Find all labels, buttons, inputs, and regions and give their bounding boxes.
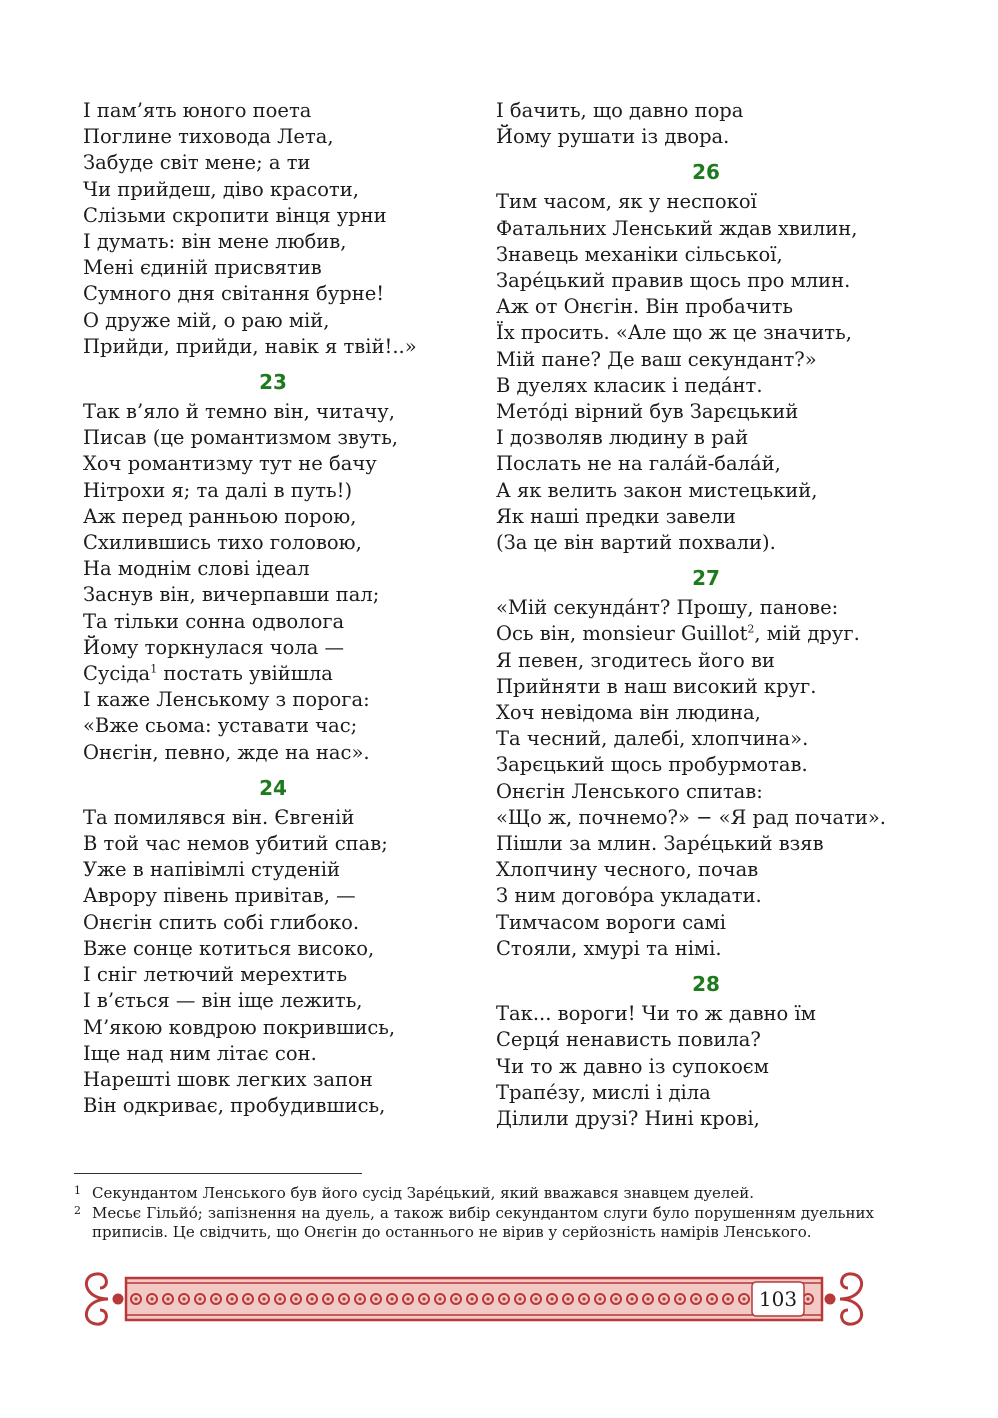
verse-line: Забуде світ мене; а ти bbox=[83, 151, 311, 175]
footnote-text: Секундантом Ленського був його сусід Заре́цький, який вважався знавцем дуелей. bbox=[92, 1184, 755, 1202]
verse-line: Аж перед ранньою порою, bbox=[83, 504, 357, 528]
verse-line: І каже Ленському з порога: bbox=[83, 688, 370, 712]
verse-line: Мій пане? Де ваш секундант?» bbox=[496, 347, 817, 371]
verse-line: Трапе́зу, мислі і діла bbox=[496, 1080, 711, 1104]
verse-line: Їх просить. «Але що ж це значить, bbox=[496, 321, 852, 345]
verse-line: Як наші предки завели bbox=[496, 504, 736, 528]
verse-line: Знавець механіки сільської, bbox=[496, 242, 783, 266]
verse-line: Так в’яло й темно він, читачу, bbox=[83, 400, 395, 424]
footnote-1 bbox=[74, 1184, 874, 1204]
verse-line: Поглине тиховода Лета, bbox=[83, 125, 334, 149]
flower-center bbox=[198, 1297, 201, 1300]
stanza-23 bbox=[83, 364, 463, 766]
flower-center bbox=[614, 1297, 617, 1300]
verse-line: «Вже сьома: уставати час; bbox=[83, 714, 358, 738]
footnote-ref-1[interactable]: 1 bbox=[150, 662, 158, 676]
verse-line: Зарєцький щось пробурмотав. bbox=[496, 753, 808, 777]
verse-line: Стояли, хмурі та німі. bbox=[496, 936, 722, 960]
verse-line: М’якою ковдрою покрившись, bbox=[83, 1015, 396, 1039]
footnote-divider bbox=[74, 1173, 362, 1174]
flower-center bbox=[134, 1297, 137, 1300]
flower-center bbox=[230, 1297, 233, 1300]
verse-line: Та тільки сонна одволога bbox=[83, 609, 345, 633]
flower-center bbox=[326, 1297, 329, 1300]
verse-line: Іще над ним літає сон. bbox=[83, 1041, 317, 1065]
stanza-25-ending bbox=[496, 98, 916, 150]
verse-line: Вже сонце котиться високо, bbox=[83, 936, 375, 960]
stanza-27 bbox=[496, 560, 916, 962]
flower-center bbox=[742, 1297, 745, 1300]
verse-line: Аврору півень привітав, — bbox=[83, 884, 356, 908]
footnote-text: Месьє Гільйо́; запізнення на дуель, а також вибір секундантом слуги було порушенням дуельних приписів. Це свідчить, що Онєгін до останнього не вірив у серйозність намірів Ленського. bbox=[92, 1203, 874, 1241]
verse-line: (За це він вартий похвали). bbox=[496, 531, 776, 555]
footnote-marker: 2 bbox=[74, 1203, 81, 1217]
left-scroll-ornament bbox=[86, 1274, 122, 1324]
flower-center bbox=[438, 1297, 441, 1300]
flower-center bbox=[342, 1297, 345, 1300]
right-column bbox=[496, 98, 916, 1136]
verse-line: І в’ється — він іще лежить, bbox=[83, 989, 363, 1013]
verse-line: Йому торкнулася чола — bbox=[83, 635, 345, 659]
flower-center bbox=[294, 1297, 297, 1300]
verse-line: Заснув він, вичерпавши пал; bbox=[83, 583, 380, 607]
footnote-marker: 1 bbox=[74, 1184, 81, 1197]
stanza-26 bbox=[496, 154, 916, 556]
flower-center bbox=[406, 1297, 409, 1300]
stanza-number: 23 bbox=[259, 370, 287, 395]
footnote-ref-2[interactable]: 2 bbox=[747, 622, 755, 636]
verse-line: Писав (це романтизмом звуть, bbox=[83, 426, 399, 450]
verse-line: Онєгін Ленського спитав: bbox=[496, 779, 763, 803]
flower-center bbox=[470, 1297, 473, 1300]
stanza-number: 28 bbox=[692, 972, 720, 997]
verse-line: Сумного дня світання бурне! bbox=[83, 282, 385, 306]
flower-center bbox=[454, 1297, 457, 1300]
verse-line: Він одкриває, пробудившись, bbox=[83, 1094, 386, 1118]
flower-center bbox=[502, 1297, 505, 1300]
verse-line: Чи прийдеш, діво красоти, bbox=[83, 177, 359, 201]
verse-line: Чи то ж давно із супокоєм bbox=[496, 1054, 769, 1078]
flower-center bbox=[262, 1297, 265, 1300]
flower-center bbox=[630, 1297, 633, 1300]
verse-line: Схилившись тихо головою, bbox=[83, 531, 362, 555]
stanza-number: 24 bbox=[259, 775, 287, 800]
flower-center bbox=[422, 1297, 425, 1300]
flower-center bbox=[390, 1297, 393, 1300]
flower-center bbox=[358, 1297, 361, 1300]
verse-line: О друже мій, о раю мій, bbox=[83, 308, 330, 332]
flower-center bbox=[534, 1297, 537, 1300]
verse-line: І дозволяв людину в рай bbox=[496, 426, 749, 450]
flower-center bbox=[662, 1297, 665, 1300]
right-scroll-ornament bbox=[826, 1274, 862, 1324]
verse-line: І думать: він мене любив, bbox=[83, 230, 347, 254]
verse-line: А як велить закон мистецький, bbox=[496, 478, 818, 502]
verse-line: З ним догово́ра укладати. bbox=[496, 884, 762, 908]
flower-center bbox=[550, 1297, 553, 1300]
verse-line: Нарешті шовк легких запон bbox=[83, 1067, 373, 1091]
verse-line: Та чесний, далебі, хлопчина». bbox=[496, 727, 809, 751]
flower-center bbox=[246, 1297, 249, 1300]
footnotes bbox=[74, 1184, 874, 1243]
verse-line: Нітрохи я; та далі в путь!) bbox=[83, 478, 353, 502]
verse-line: Аж от Онєгін. Він пробачить bbox=[496, 295, 794, 319]
verse-line: Фатальних Ленський ждав хвилин, bbox=[496, 216, 858, 240]
verse-line: В дуелях класик і педа́нт. bbox=[496, 373, 763, 397]
verse-text: постать увійшла bbox=[157, 662, 333, 686]
verse-line: Мені єдиній присвятив bbox=[83, 256, 322, 280]
stanza-22-ending bbox=[83, 98, 463, 360]
flower-center bbox=[582, 1297, 585, 1300]
verse-line: Прийди, прийди, навік я твій!..» bbox=[83, 334, 417, 358]
flower-center bbox=[310, 1297, 313, 1300]
verse-line: Уже в напівімлі студеній bbox=[83, 858, 340, 882]
flower-center bbox=[598, 1297, 601, 1300]
verse-line: Заре́цький правив щось про млин. bbox=[496, 269, 851, 293]
verse-line: Послать не на гала́й-бала́й, bbox=[496, 452, 781, 476]
verse-line: Ділили друзі? Нині крові, bbox=[496, 1106, 760, 1130]
flower-center bbox=[678, 1297, 681, 1300]
page-number: 103 bbox=[758, 1287, 798, 1311]
flower-center bbox=[710, 1297, 713, 1300]
verse-line: «Мій секунда́нт? Прошу, панове: bbox=[496, 596, 839, 620]
footnote-2 bbox=[74, 1204, 874, 1243]
flower-center bbox=[486, 1297, 489, 1300]
verse-line-with-footnote bbox=[496, 621, 916, 647]
flower-center bbox=[726, 1297, 729, 1300]
flower-center bbox=[166, 1297, 169, 1300]
verse-line: Хоч невідома він людина, bbox=[496, 701, 761, 725]
verse-line: Хлопчину чесного, почав bbox=[496, 858, 759, 882]
flower-center bbox=[278, 1297, 281, 1300]
verse-line: Онєгін, певно, жде на нас». bbox=[83, 740, 370, 764]
verse-line: На моднім слові ідеал bbox=[83, 557, 310, 581]
verse-line: Йому рушати із двора. bbox=[496, 125, 730, 149]
verse-line: І бачить, що давно пора bbox=[496, 99, 744, 122]
stanza-24 bbox=[83, 770, 463, 1119]
flower-center bbox=[182, 1297, 185, 1300]
verse-text: , мій друг. bbox=[754, 622, 860, 646]
verse-line: «Що ж, почнемо?» − «Я рад почати». bbox=[496, 805, 887, 829]
flower-center bbox=[694, 1297, 697, 1300]
flower-center bbox=[518, 1297, 521, 1300]
flower-center bbox=[566, 1297, 569, 1300]
verse-line: Тим часом, як у неспокої bbox=[496, 190, 757, 214]
verse-text: Сусіда bbox=[83, 662, 151, 686]
verse-line: І пам’ять юного поета bbox=[83, 99, 312, 122]
verse-line-with-footnote bbox=[83, 661, 463, 687]
verse-line: І сніг летючий мерехтить bbox=[83, 963, 348, 987]
verse-line: Та помилявся він. Євгеній bbox=[83, 805, 355, 829]
verse-line: Тимчасом вороги самі bbox=[496, 910, 727, 934]
verse-line: Я певен, згодитесь його ви bbox=[496, 648, 775, 672]
verse-line: Слізьми скропити вінця урни bbox=[83, 203, 387, 227]
verse-text: Ось він, monsieur Guillot bbox=[496, 622, 748, 646]
verse-line: Хоч романтизму тут не бачу bbox=[83, 452, 377, 476]
stanza-28 bbox=[496, 966, 916, 1132]
flower-center bbox=[150, 1297, 153, 1300]
verse-line: Пішли за млин. Заре́цький взяв bbox=[496, 832, 824, 856]
verse-line: Серця́ ненависть повила? bbox=[496, 1028, 761, 1052]
flower-center bbox=[214, 1297, 217, 1300]
left-column bbox=[83, 98, 463, 1123]
verse-line: Онєгін спить собі глибоко. bbox=[83, 910, 360, 934]
flower-center bbox=[806, 1297, 809, 1300]
verse-line: Мето́ді вірний був Зарєцький bbox=[496, 400, 799, 424]
flower-center bbox=[374, 1297, 377, 1300]
flower-center bbox=[646, 1297, 649, 1300]
stanza-number: 27 bbox=[692, 566, 720, 591]
verse-line: Прийняти в наш високий круг. bbox=[496, 674, 817, 698]
verse-line: В той час немов убитий спав; bbox=[83, 832, 388, 856]
verse-line: Так... вороги! Чи то ж давно їм bbox=[496, 1002, 816, 1026]
stanza-number: 26 bbox=[692, 160, 720, 185]
